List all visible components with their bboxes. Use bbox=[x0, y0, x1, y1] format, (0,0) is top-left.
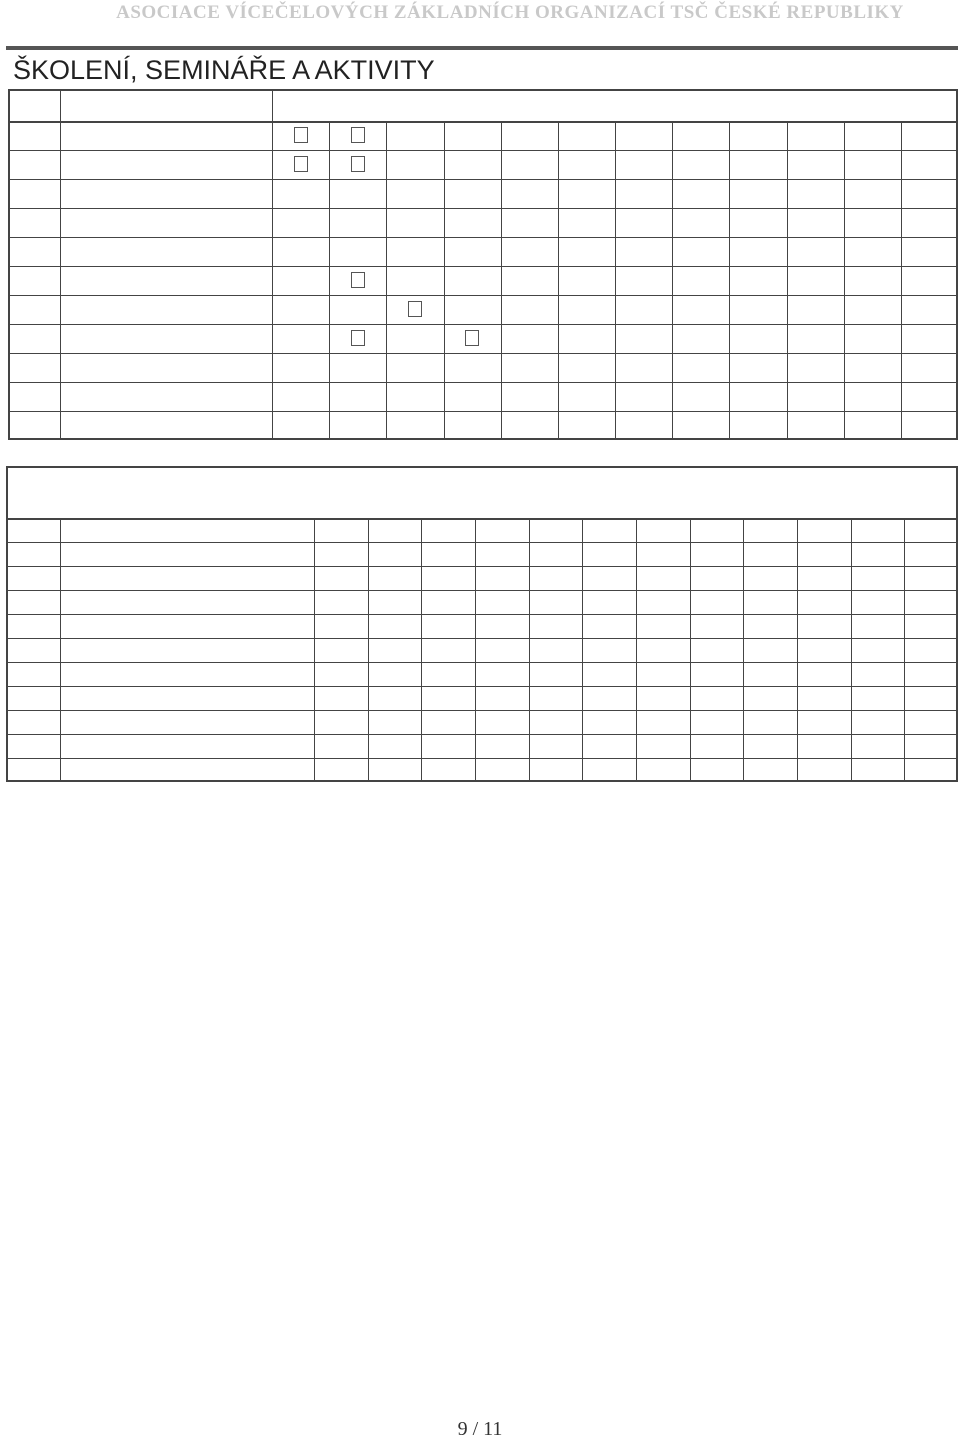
table1-frame bbox=[8, 89, 958, 440]
table1-row-rule bbox=[8, 266, 958, 267]
table2-month-divider bbox=[529, 518, 530, 782]
table2-month-divider bbox=[368, 518, 369, 782]
table1-row-rule bbox=[8, 150, 958, 151]
table2-row-rule bbox=[6, 542, 958, 543]
table1-col-divider bbox=[60, 89, 61, 440]
section1-title: ŠKOLENÍ, SEMINÁŘE A AKTIVITY bbox=[13, 55, 435, 85]
table2-row-rule bbox=[6, 686, 958, 687]
table1-month-divider bbox=[844, 121, 845, 440]
table2-header-rule bbox=[6, 518, 958, 520]
table1-row-rule bbox=[8, 295, 958, 296]
table1-header-rule bbox=[8, 121, 958, 123]
checkbox-icon bbox=[294, 127, 308, 143]
table2-row-rule bbox=[6, 590, 958, 591]
table1-row-rule bbox=[8, 179, 958, 180]
table2-row-rule bbox=[6, 710, 958, 711]
table1-col-divider bbox=[272, 89, 273, 440]
checkbox-icon bbox=[351, 127, 365, 143]
table1-month-divider bbox=[501, 121, 502, 440]
table2-col-divider bbox=[60, 518, 61, 782]
table2-month-divider bbox=[421, 518, 422, 782]
table2-month-divider bbox=[636, 518, 637, 782]
table2-row-rule bbox=[6, 566, 958, 567]
table2-month-divider bbox=[582, 518, 583, 782]
table2-col-divider bbox=[314, 518, 315, 782]
checkbox-icon bbox=[465, 330, 479, 346]
table1-row-rule bbox=[8, 353, 958, 354]
table1-month-divider bbox=[901, 121, 902, 440]
table1-month-divider bbox=[558, 121, 559, 440]
table1-month-divider bbox=[729, 121, 730, 440]
table1-month-divider bbox=[329, 121, 330, 440]
table1-month-divider bbox=[615, 121, 616, 440]
page-number: 9 / 11 bbox=[457, 1418, 503, 1440]
table1-month-divider bbox=[386, 121, 387, 440]
header-rule bbox=[6, 46, 958, 50]
table1-row-rule bbox=[8, 411, 958, 412]
table2-month-divider bbox=[904, 518, 905, 782]
table2-row-rule bbox=[6, 662, 958, 663]
table1-month-divider bbox=[672, 121, 673, 440]
checkbox-icon bbox=[408, 301, 422, 317]
table2-month-divider bbox=[690, 518, 691, 782]
checkbox-icon bbox=[351, 330, 365, 346]
checkbox-icon bbox=[351, 156, 365, 172]
table1-row-rule bbox=[8, 208, 958, 209]
table2-row-rule bbox=[6, 758, 958, 759]
checkbox-icon bbox=[294, 156, 308, 172]
table2-month-divider bbox=[475, 518, 476, 782]
table2-row-rule bbox=[6, 614, 958, 615]
table1-row-rule bbox=[8, 382, 958, 383]
table2-month-divider bbox=[851, 518, 852, 782]
table2-month-divider bbox=[797, 518, 798, 782]
table2-row-rule bbox=[6, 734, 958, 735]
table2-month-divider bbox=[743, 518, 744, 782]
table1-row-rule bbox=[8, 237, 958, 238]
table1-month-divider bbox=[444, 121, 445, 440]
table2-row-rule bbox=[6, 638, 958, 639]
organization-header: ASOCIACE VÍCEČELOVÝCH ZÁKLADNÍCH ORGANIZACÍ TSČ ČESKÉ REPUBLIKY bbox=[116, 2, 904, 23]
table1-row-rule bbox=[8, 324, 958, 325]
table1-month-divider bbox=[787, 121, 788, 440]
checkbox-icon bbox=[351, 272, 365, 288]
